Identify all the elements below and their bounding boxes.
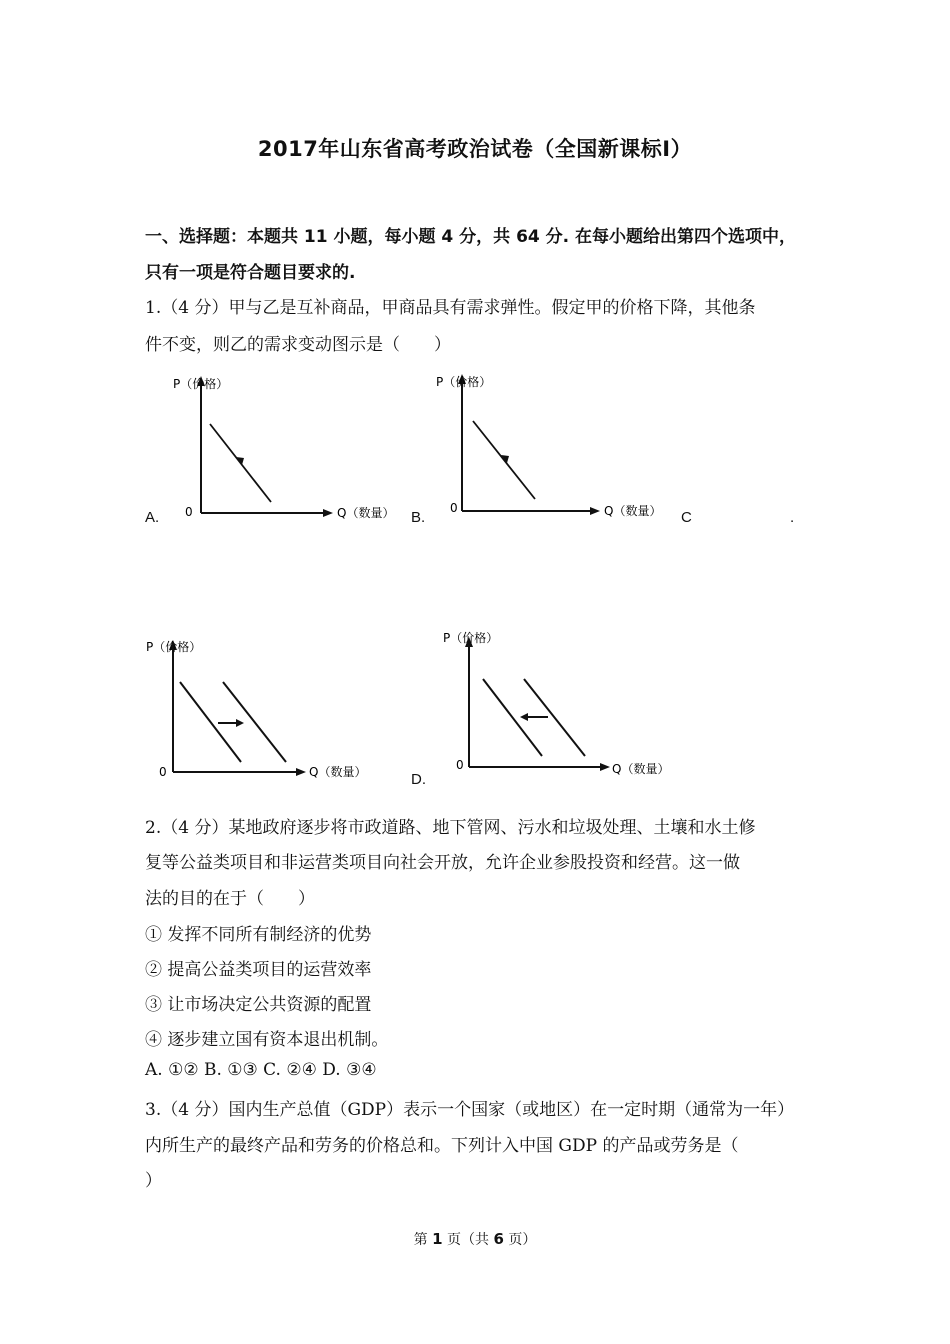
- q2-line2: 复等公益类项目和非运营类项目向社会开放，允许企业参股投资和经营。这一做: [145, 853, 740, 873]
- footer-page-number: 1: [432, 1230, 443, 1248]
- page-footer: [0, 1229, 950, 1249]
- graph-c-origin: 0: [159, 765, 167, 779]
- q1-line1: 1.（4 分）甲与乙是互补商品，甲商品具有需求弹性。假定甲的价格下降，其他条: [145, 298, 756, 318]
- graph-b: [428, 366, 678, 531]
- q2-item-1: ① 发挥不同所有制经济的优势: [145, 925, 372, 945]
- footer-mid: 页（共: [442, 1232, 494, 1248]
- option-d-label: D.: [411, 771, 426, 788]
- graph-a-y-label: P（价格）: [173, 377, 229, 391]
- section-heading-line1: 一、选择题：本题共 11 小题，每小题 4 分，共 64 分. 在每小题给出第四个选项中，: [145, 227, 797, 247]
- option-c-label: C: [681, 509, 692, 526]
- graph-a-x-label: Q（数量）: [337, 506, 395, 520]
- page-title: 2017年山东省高考政治试卷（全国新课标Ⅰ）: [257, 137, 693, 161]
- q3-line3: ）: [145, 1171, 162, 1191]
- graph-d-y-label: P（价格）: [443, 631, 499, 645]
- graph-d-origin: 0: [456, 758, 464, 772]
- q2-item-3: ③ 让市场决定公共资源的配置: [145, 995, 372, 1015]
- q3-line2: 内所生产的最终产品和劳务的价格总和。下列计入中国 GDP 的产品或劳务是（: [145, 1136, 739, 1156]
- footer-total-pages: 6: [493, 1230, 504, 1248]
- option-b-label: B.: [411, 509, 426, 526]
- q2-line3: 法的目的在于（ ）: [145, 889, 315, 909]
- graph-d: [440, 625, 690, 785]
- footer-post: 页）: [503, 1232, 537, 1248]
- section-heading-line2: 只有一项是符合题目要求的.: [145, 263, 356, 283]
- graph-a: [165, 368, 410, 533]
- graph-b-x-label: Q（数量）: [604, 504, 662, 518]
- option-a-label: A.: [145, 509, 160, 526]
- q2-options: A. ①② B. ①③ C. ②④ D. ③④: [145, 1060, 377, 1080]
- graph-c-x-label: Q（数量）: [309, 765, 367, 779]
- graph-c: [140, 630, 390, 785]
- graph-a-origin: 0: [185, 505, 193, 519]
- option-c-dot: .: [790, 509, 795, 526]
- q2-item-4: ④ 逐步建立国有资本退出机制。: [145, 1030, 389, 1050]
- graph-d-x-label: Q（数量）: [612, 762, 670, 776]
- footer-pre: 第: [413, 1232, 433, 1248]
- graph-b-origin: 0: [450, 501, 458, 515]
- q2-item-2: ② 提高公益类项目的运营效率: [145, 960, 372, 980]
- q1-line2: 件不变，则乙的需求变动图示是（ ）: [145, 335, 451, 355]
- graph-b-y-label: P（价格）: [436, 375, 492, 389]
- q2-line1: 2.（4 分）某地政府逐步将市政道路、地下管网、污水和垃圾处理、土壤和水土修: [145, 818, 756, 838]
- graph-c-y-label: P（价格）: [146, 640, 202, 654]
- q3-line1: 3.（4 分）国内生产总值（GDP）表示一个国家（或地区）在一定时期（通常为一年）: [145, 1100, 795, 1120]
